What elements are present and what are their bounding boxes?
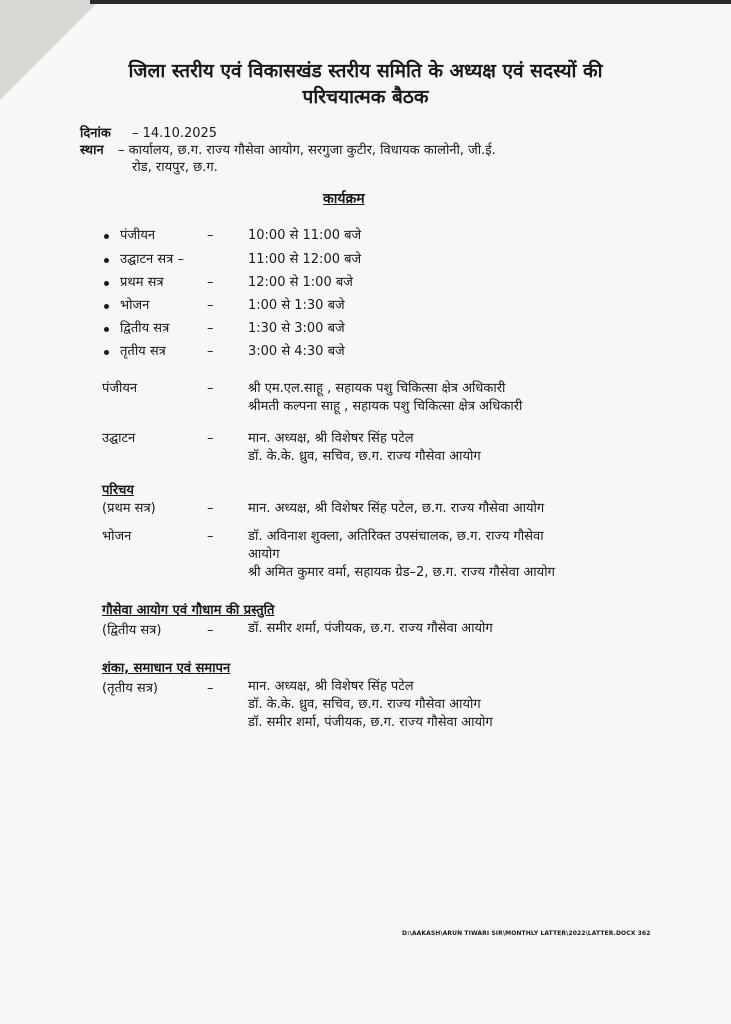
bullet-icon: [104, 234, 109, 239]
schedule-time: 10:00 से 11:00 बजे: [248, 228, 362, 243]
lunch-person-1: डॉ. अविनाश शुक्ला, अतिरिक्त उपसंचालक, छ.ग. राज्य गौसेवा: [248, 529, 544, 544]
registration-person-1: श्री एम.एल.साहू , सहायक पशु चिकित्सा क्षेत्र अधिकारी: [248, 381, 506, 396]
bullet-icon: [104, 350, 109, 355]
schedule-time: 3:00 से 4:30 बजे: [248, 344, 345, 359]
lunch-dash: –: [207, 529, 214, 544]
closing-person-1: मान. अध्यक्ष, श्री विशेषर सिंह पटेल: [248, 679, 414, 694]
presentation-heading: गौसेवा आयोग एवं गौधाम की प्रस्तुति: [102, 603, 275, 618]
date-value: – 14.10.2025: [132, 126, 218, 141]
place-label: स्थान: [80, 143, 104, 158]
registration-dash: –: [207, 381, 214, 396]
date-label: दिनांक: [80, 126, 111, 141]
schedule-label: उद्घाटन सत्र –: [120, 252, 184, 267]
schedule-time: 11:00 से 12:00 बजे: [248, 252, 362, 267]
schedule-time: 1:30 से 3:00 बजे: [248, 321, 345, 336]
closing-person-3: डॉ. समीर शर्मा, पंजीयक, छ.ग. राज्य गौसेवा आयोग: [248, 715, 493, 730]
schedule-time: 1:00 से 1:30 बजे: [248, 298, 345, 313]
footer-file-path: D:\AAKASH\ARUN TIWARI SIR\MONTHLY LATTER\2022\LATTER.DOCX 362: [402, 930, 651, 937]
schedule-label: पंजीयन: [120, 228, 156, 243]
lunch-person-1-cont: आयोग: [248, 547, 280, 562]
schedule-label: प्रथम सत्र: [120, 275, 164, 290]
bullet-icon: [104, 258, 109, 263]
intro-heading: परिचय: [102, 483, 134, 498]
schedule-dash: –: [207, 228, 214, 243]
closing-heading: शंका, समाधान एवं समापन: [102, 661, 231, 676]
inauguration-dash: –: [207, 431, 214, 446]
title-line-2: परिचयात्मक बैठक: [302, 86, 429, 108]
lunch-person-2: श्री अमित कुमार वर्मा, सहायक ग्रेड–2, छ.ग. राज्य गौसेवा आयोग: [248, 565, 555, 580]
bullet-icon: [104, 281, 109, 286]
registration-person-2: श्रीमती कल्पना साहू , सहायक पशु चिकित्सा क्षेत्र अधिकारी: [248, 399, 523, 414]
place-line-2: रोड, रायपुर, छ.ग.: [132, 160, 218, 175]
schedule-label: भोजन: [120, 298, 150, 313]
presentation-person-1: डॉ. समीर शर्मा, पंजीयक, छ.ग. राज्य गौसेवा आयोग: [248, 621, 493, 636]
registration-label: पंजीयन: [102, 381, 138, 396]
bullet-icon: [104, 304, 109, 309]
intro-person-1: मान. अध्यक्ष, श्री विशेषर सिंह पटेल, छ.ग. राज्य गौसेवा आयोग: [248, 501, 545, 516]
closing-session: (तृतीय सत्र): [102, 681, 158, 696]
program-heading: कार्यक्रम: [323, 191, 365, 207]
schedule-dash: –: [207, 321, 214, 336]
inauguration-person-2: डॉ. के.के. ध्रुव, सचिव, छ.ग. राज्य गौसेवा आयोग: [248, 449, 481, 464]
inauguration-label: उद्घाटन: [102, 431, 136, 446]
inauguration-person-1: मान. अध्यक्ष, श्री विशेषर सिंह पटेल: [248, 431, 414, 446]
title-line-1: जिला स्तरीय एवं विकासखंड स्तरीय समिति के अध्यक्ष एवं सदस्यों की: [128, 60, 603, 82]
scan-top-edge: [90, 0, 731, 4]
schedule-dash: –: [207, 298, 214, 313]
intro-session: (प्रथम सत्र): [102, 501, 156, 516]
schedule-label: द्वितीय सत्र: [120, 321, 170, 336]
presentation-session: (द्वितीय सत्र): [102, 623, 162, 638]
schedule-dash: –: [207, 275, 214, 290]
bullet-icon: [104, 327, 109, 332]
schedule-time: 12:00 से 1:00 बजे: [248, 275, 353, 290]
place-line-1: – कार्यालय, छ.ग. राज्य गौसेवा आयोग, सरगुजा कुटीर, विधायक कालोनी, जी.ई.: [118, 143, 496, 158]
presentation-dash: –: [207, 623, 214, 638]
lunch-label: भोजन: [102, 529, 132, 544]
closing-dash: –: [207, 681, 214, 696]
schedule-dash: –: [207, 344, 214, 359]
closing-person-2: डॉ. के.के. ध्रुव, सचिव, छ.ग. राज्य गौसेवा आयोग: [248, 697, 481, 712]
intro-dash: –: [207, 501, 214, 516]
schedule-label: तृतीय सत्र: [120, 344, 166, 359]
